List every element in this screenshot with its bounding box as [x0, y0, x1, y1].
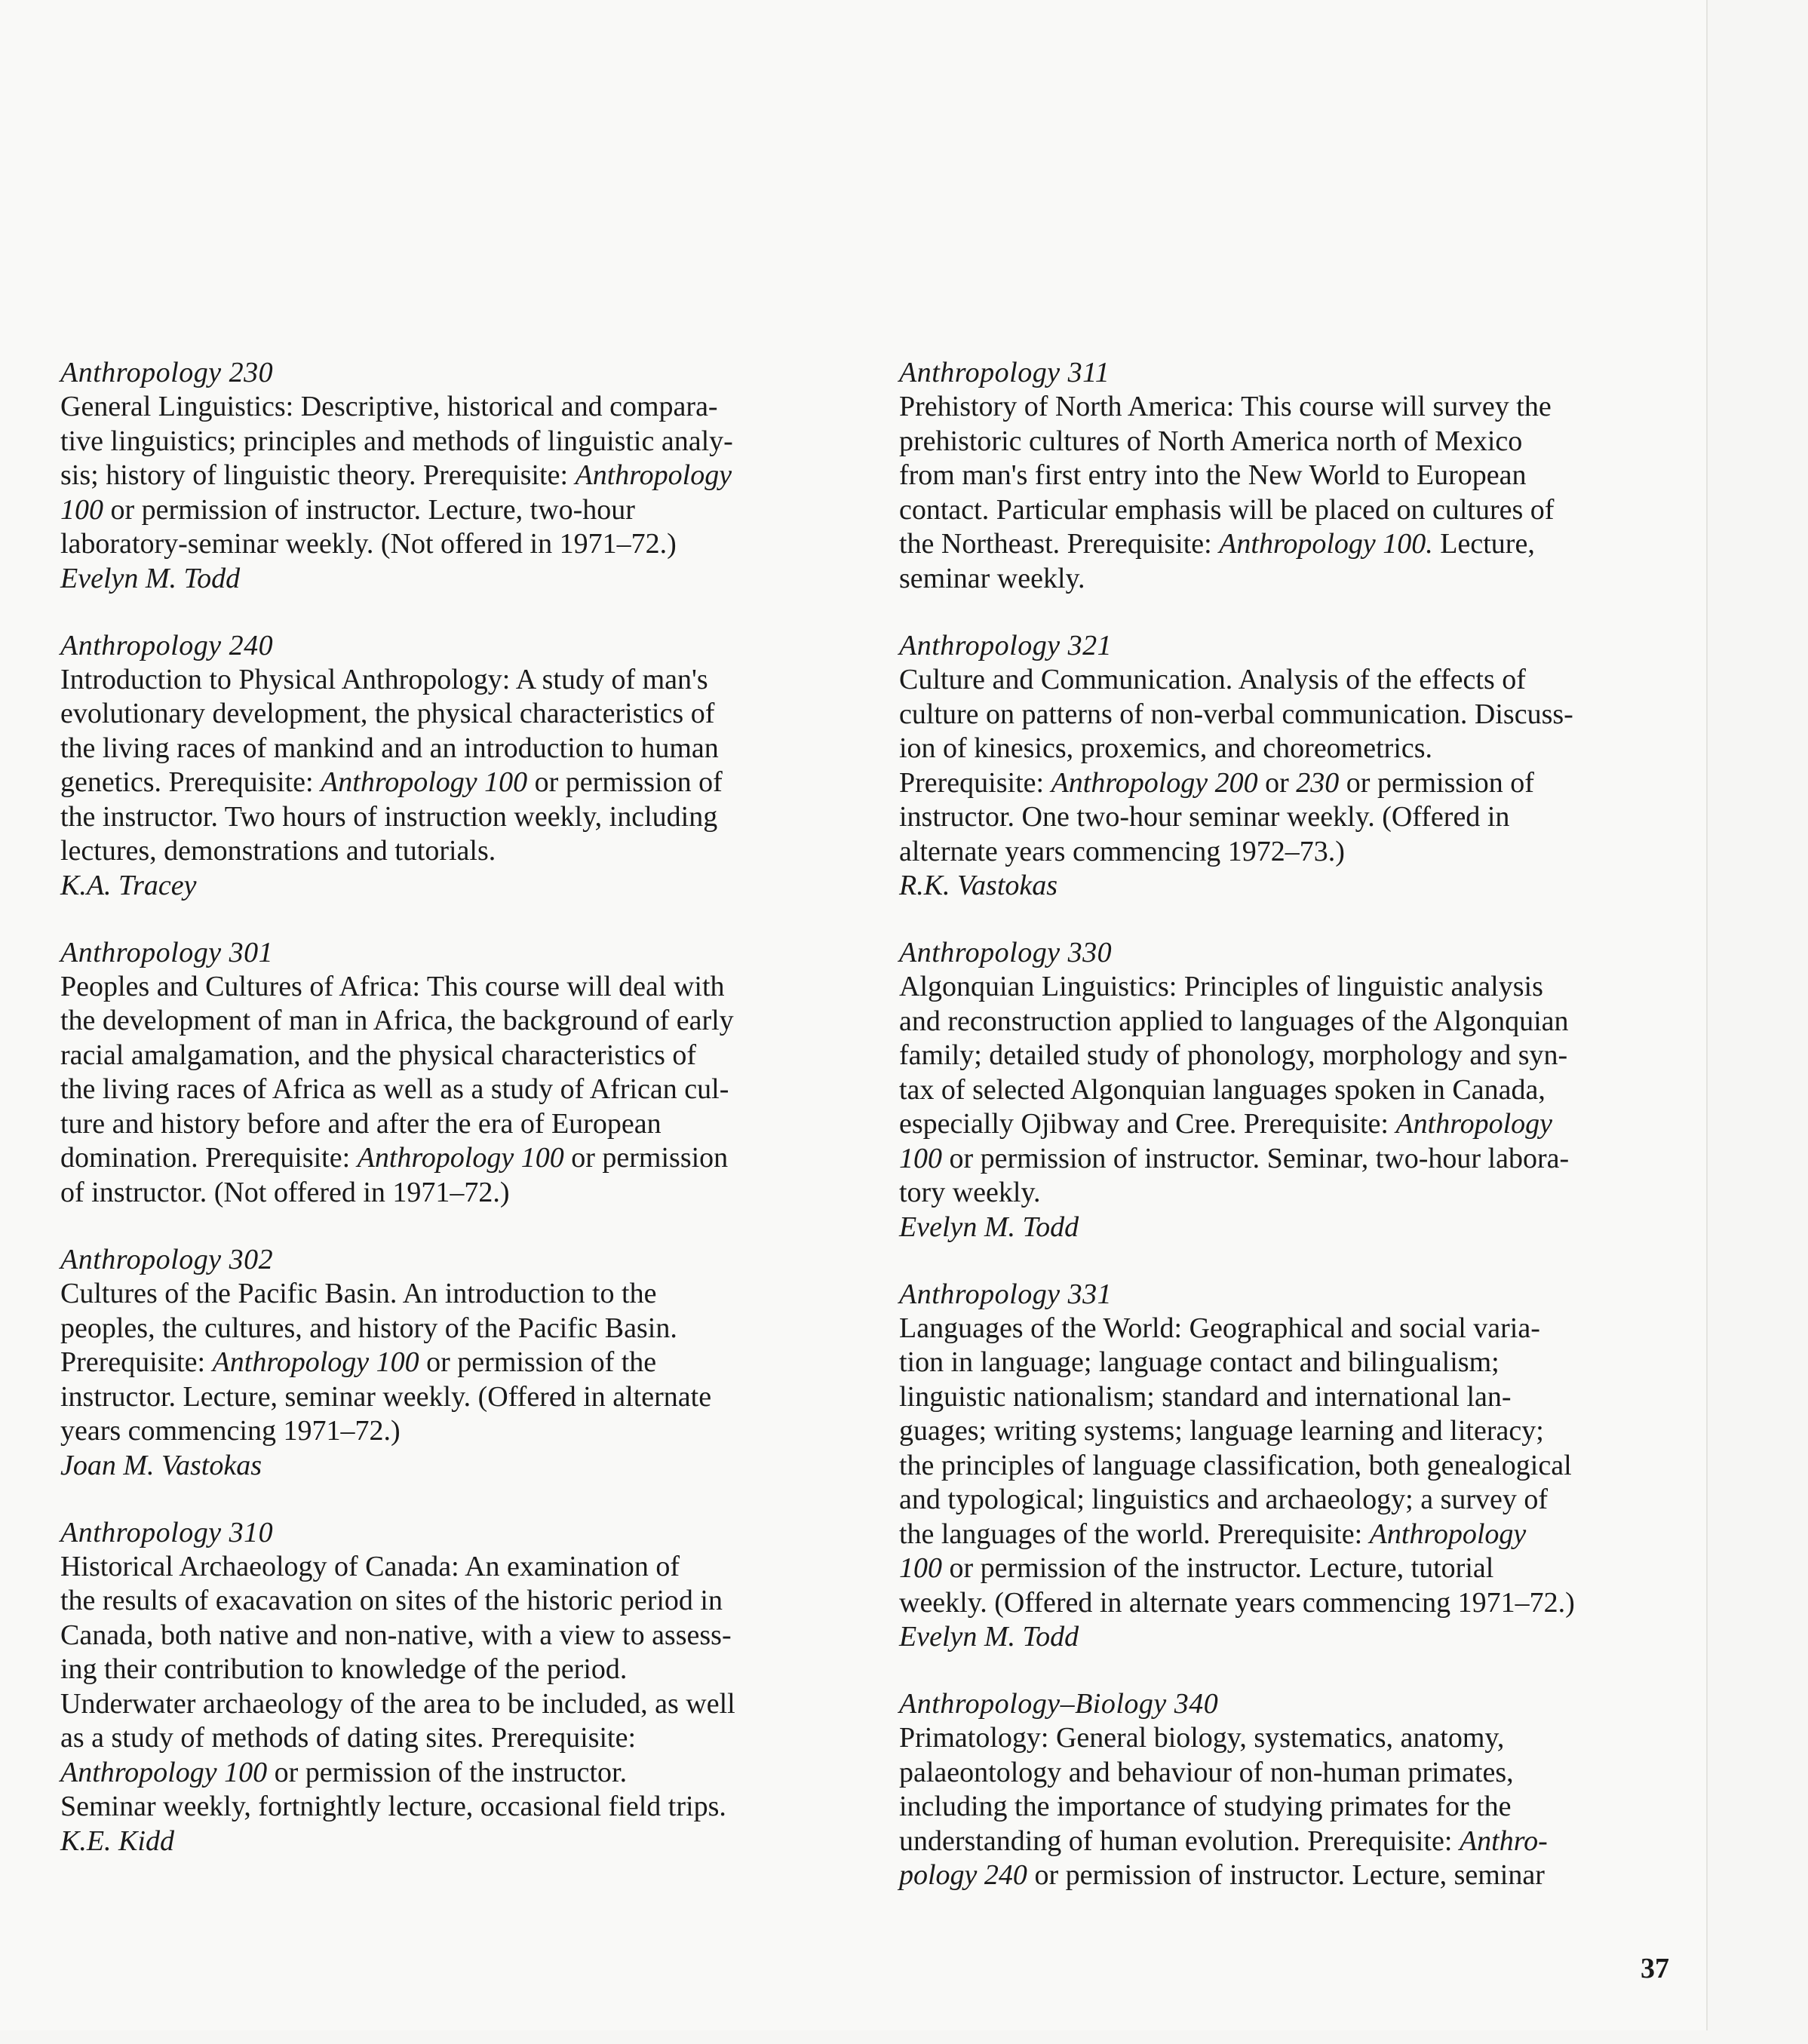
description-line	[60, 800, 860, 835]
description-text: seminar weekly.	[899, 562, 1085, 594]
course-entry	[60, 629, 860, 903]
description-line	[899, 527, 1699, 562]
description-text: or	[1257, 766, 1297, 799]
course-reference: Anthropology	[1395, 1108, 1553, 1140]
description-line	[60, 1004, 860, 1039]
description-text: guages; writing systems; language learning and literacy;	[899, 1415, 1544, 1447]
course-entry	[60, 1243, 860, 1483]
description-text: or permission	[563, 1142, 729, 1174]
course-entry	[899, 629, 1699, 903]
description-line	[899, 390, 1699, 425]
description-line	[899, 562, 1699, 597]
description-text: palaeontology and behaviour of non-human primates,	[899, 1756, 1514, 1788]
description-line	[899, 732, 1699, 766]
course-reference: Anthro-	[1459, 1825, 1548, 1857]
description-line	[60, 1550, 860, 1585]
description-line	[60, 1073, 860, 1107]
description-text: the development of man in Africa, the background of early	[60, 1005, 734, 1036]
description-line	[60, 1039, 860, 1073]
page-number: 37	[1641, 1953, 1669, 1984]
description-line	[60, 1312, 860, 1346]
course-title: Anthropology 302	[60, 1244, 274, 1275]
description-line	[60, 459, 860, 493]
description-line	[60, 1141, 860, 1176]
course-title: Anthropology 240	[60, 629, 274, 661]
description-line	[899, 766, 1699, 801]
description-text: or permission of	[527, 766, 723, 798]
left-column	[60, 356, 860, 1892]
course-instructor: K.A. Tracey	[60, 869, 197, 901]
course-instructor: Evelyn M. Todd	[899, 1621, 1079, 1653]
course-entry	[899, 1687, 1699, 1893]
course-reference: Anthropology 100	[321, 766, 528, 798]
description-text: or permission of the instructor. Lecture, tutorial	[942, 1552, 1494, 1584]
description-line	[899, 1142, 1699, 1177]
description-text: Prehistory of North America: This course will survey the	[899, 391, 1552, 422]
description-text: Underwater archaeology of the area to be included, as well	[60, 1687, 735, 1720]
description-text: or permission of instructor. Lecture, seminar	[1027, 1859, 1545, 1891]
course-reference: Anthropology 100	[357, 1142, 564, 1174]
description-text: the living races of Africa as well as a study of African cul-	[60, 1073, 729, 1105]
description-line	[899, 425, 1699, 459]
description-text: Cultures of the Pacific Basin. An introduction to the	[60, 1278, 657, 1309]
description-line	[60, 425, 860, 459]
description-line	[60, 697, 860, 732]
description-line	[899, 698, 1699, 732]
description-line	[899, 1518, 1699, 1552]
description-text: the results of exacavation on sites of the historic period in	[60, 1585, 723, 1616]
course-reference: pology 240	[899, 1859, 1027, 1891]
description-text: Primatology: General biology, systematics, anatomy,	[899, 1722, 1505, 1754]
description-line	[899, 800, 1699, 835]
description-line	[899, 1039, 1699, 1073]
description-line	[899, 1586, 1699, 1621]
description-text: Algonquian Linguistics: Principles of linguistic analysis	[899, 971, 1543, 1002]
description-line	[60, 834, 860, 869]
description-text: family; detailed study of phonology, morphology and syn-	[899, 1039, 1568, 1071]
description-line	[899, 493, 1699, 528]
description-line	[899, 1551, 1699, 1586]
description-text: alternate years commencing 1972–73.)	[899, 835, 1345, 867]
description-text: of instructor. (Not offered in 1971–72.)	[60, 1176, 510, 1208]
course-entry	[899, 936, 1699, 1245]
course-description	[899, 970, 1699, 1211]
description-line	[899, 1721, 1699, 1756]
description-line	[899, 1005, 1699, 1039]
description-text: the instructor. Two hours of instruction weekly, including	[60, 800, 718, 833]
course-description	[899, 390, 1699, 596]
description-line	[60, 1653, 860, 1687]
description-text: Introduction to Physical Anthropology: A study of man's	[60, 663, 708, 695]
description-line	[899, 1107, 1699, 1142]
description-text: laboratory-seminar weekly. (Not offered in 1971–72.)	[60, 528, 677, 560]
course-reference: 100	[60, 493, 103, 526]
description-text: tive linguistics; principles and methods of linguistic analy-	[60, 425, 733, 457]
description-line	[60, 1619, 860, 1653]
description-text: prehistoric cultures of North America north of Mexico	[899, 425, 1523, 457]
description-line	[60, 663, 860, 698]
course-instructor: K.E. Kidd	[60, 1825, 174, 1857]
course-instructor: Joan M. Vastokas	[60, 1449, 262, 1481]
description-text: Historical Archaeology of Canada: An examination of	[60, 1550, 680, 1582]
description-text: contact. Particular emphasis will be placed on cultures of	[899, 493, 1555, 526]
course-entry	[60, 356, 860, 596]
description-line	[899, 1825, 1699, 1859]
course-entry	[899, 356, 1699, 596]
description-text: Seminar weekly, fortnightly lecture, occasional field trips.	[60, 1791, 726, 1822]
description-text: or permission of the	[419, 1346, 657, 1378]
course-reference: 100	[899, 1142, 942, 1174]
course-entry	[60, 1516, 860, 1858]
description-line	[60, 527, 860, 562]
description-text: weekly. (Offered in alternate years commencing 1971–72.)	[899, 1586, 1575, 1619]
course-description	[60, 1550, 860, 1825]
description-text: from man's first entry into the New World to European	[899, 459, 1527, 491]
description-text: the living races of mankind and an introduction to human	[60, 732, 719, 764]
description-text: tion in language; language contact and bilingualism;	[899, 1346, 1500, 1378]
description-text: the languages of the world. Prerequisite:	[899, 1518, 1370, 1550]
right-column	[899, 356, 1699, 1926]
course-reference: Anthropology	[575, 459, 732, 491]
description-line	[60, 1756, 860, 1791]
description-line	[60, 970, 860, 1005]
description-line	[60, 1277, 860, 1312]
course-title: Anthropology 310	[60, 1516, 274, 1548]
description-text: instructor. One two-hour seminar weekly. (Offered in	[899, 801, 1510, 833]
description-line	[899, 1756, 1699, 1791]
description-text: ion of kinesics, proxemics, and choreometrics.	[899, 732, 1433, 764]
course-title: Anthropology–Biology 340	[899, 1688, 1219, 1720]
description-text: and typological; linguistics and archaeology; a survey of	[899, 1484, 1549, 1515]
course-title: Anthropology 230	[60, 357, 274, 388]
course-reference: Anthropology 100	[212, 1346, 419, 1378]
description-line	[899, 1449, 1699, 1484]
course-description	[899, 663, 1699, 869]
description-text: the Northeast. Prerequisite:	[899, 528, 1220, 560]
description-text: or permission of instructor. Seminar, two-hour labora-	[942, 1142, 1570, 1174]
description-line	[899, 1483, 1699, 1518]
description-line	[60, 1687, 860, 1722]
description-text: or permission of instructor. Lecture, two-hour	[103, 493, 635, 526]
description-text: as a study of methods of dating sites. Prerequisite:	[60, 1722, 637, 1754]
course-description	[60, 970, 860, 1211]
course-title: Anthropology 330	[899, 937, 1113, 968]
description-line	[899, 970, 1699, 1005]
description-text: Prerequisite:	[60, 1346, 213, 1378]
description-text: ture and history before and after the era of European	[60, 1107, 662, 1140]
description-line	[899, 663, 1699, 698]
description-line	[899, 1858, 1699, 1893]
course-instructor: Evelyn M. Todd	[60, 562, 241, 594]
course-description	[899, 1721, 1699, 1893]
description-text: culture on patterns of non-verbal communication. Discuss-	[899, 698, 1573, 730]
description-text: or permission of	[1339, 766, 1534, 799]
description-text: Peoples and Cultures of Africa: This course will deal with	[60, 970, 725, 1002]
description-text: ing their contribution to knowledge of the period.	[60, 1653, 628, 1685]
description-text: General Linguistics: Descriptive, historical and compara-	[60, 391, 718, 422]
course-description	[899, 1312, 1699, 1621]
course-reference: Anthropology 100.	[1219, 528, 1433, 560]
description-text: Lecture,	[1432, 528, 1535, 560]
description-text: racial amalgamation, and the physical characteristics of	[60, 1039, 697, 1071]
description-text: especially Ojibway and Cree. Prerequisite:	[899, 1108, 1396, 1140]
course-instructor: Evelyn M. Todd	[899, 1211, 1079, 1243]
description-line	[899, 459, 1699, 493]
description-text: Prerequisite:	[899, 766, 1051, 799]
course-title: Anthropology 301	[60, 936, 274, 968]
description-line	[899, 1346, 1699, 1380]
description-text: evolutionary development, the physical characteristics of	[60, 698, 715, 729]
description-line	[60, 1176, 860, 1211]
description-line	[60, 766, 860, 800]
description-line	[60, 1346, 860, 1380]
description-text: or permission of the instructor.	[267, 1756, 628, 1788]
description-text: Culture and Communication. Analysis of the effects of	[899, 664, 1526, 695]
description-text: Languages of the World: Geographical and social varia-	[899, 1312, 1540, 1344]
course-title: Anthropology 321	[899, 630, 1113, 661]
description-line	[899, 1312, 1699, 1346]
description-line	[60, 1380, 860, 1415]
description-line	[899, 1176, 1699, 1211]
description-line	[60, 1721, 860, 1756]
course-description	[60, 390, 860, 562]
description-line	[899, 1790, 1699, 1825]
description-text: including the importance of studying primates for the	[899, 1791, 1512, 1822]
description-text: sis; history of linguistic theory. Prerequisite:	[60, 459, 576, 491]
description-line	[899, 835, 1699, 870]
description-line	[60, 390, 860, 425]
description-text: years commencing 1971–72.)	[60, 1415, 401, 1447]
description-text: lectures, demonstrations and tutorials.	[60, 835, 496, 867]
description-text: the principles of language classification, both genealogical	[899, 1449, 1572, 1481]
course-reference: Anthropology 100	[60, 1756, 268, 1788]
description-text: genetics. Prerequisite:	[60, 766, 321, 798]
course-reference: Anthropology	[1369, 1518, 1527, 1550]
description-line	[60, 1584, 860, 1619]
course-instructor: R.K. Vastokas	[899, 870, 1058, 901]
description-line	[899, 1073, 1699, 1108]
description-text: linguistic nationalism; standard and international lan-	[899, 1380, 1512, 1413]
description-line	[899, 1414, 1699, 1449]
course-title: Anthropology 331	[899, 1278, 1113, 1310]
description-line	[60, 732, 860, 766]
description-line	[60, 493, 860, 528]
description-text: and reconstruction applied to languages of the Algonquian	[899, 1005, 1569, 1037]
description-line	[60, 1790, 860, 1825]
description-text: understanding of human evolution. Prerequisite:	[899, 1825, 1460, 1857]
course-description	[60, 663, 860, 869]
description-text: Canada, both native and non-native, with a view to assess-	[60, 1619, 732, 1651]
course-reference: 100	[899, 1552, 942, 1584]
description-text: domination. Prerequisite:	[60, 1142, 358, 1174]
description-text: peoples, the cultures, and history of the Pacific Basin.	[60, 1312, 677, 1344]
course-reference: Anthropology 200	[1051, 766, 1258, 799]
description-line	[60, 1414, 860, 1449]
course-title: Anthropology 311	[899, 357, 1110, 388]
course-description	[60, 1277, 860, 1449]
description-text: instructor. Lecture, seminar weekly. (Offered in alternate	[60, 1380, 712, 1413]
course-entry	[60, 936, 860, 1211]
description-text: tory weekly.	[899, 1177, 1041, 1208]
course-reference: 230	[1296, 766, 1340, 799]
description-text: tax of selected Algonquian languages spoken in Canada,	[899, 1073, 1546, 1106]
description-line	[60, 1107, 860, 1142]
course-entry	[899, 1278, 1699, 1655]
description-line	[899, 1380, 1699, 1415]
